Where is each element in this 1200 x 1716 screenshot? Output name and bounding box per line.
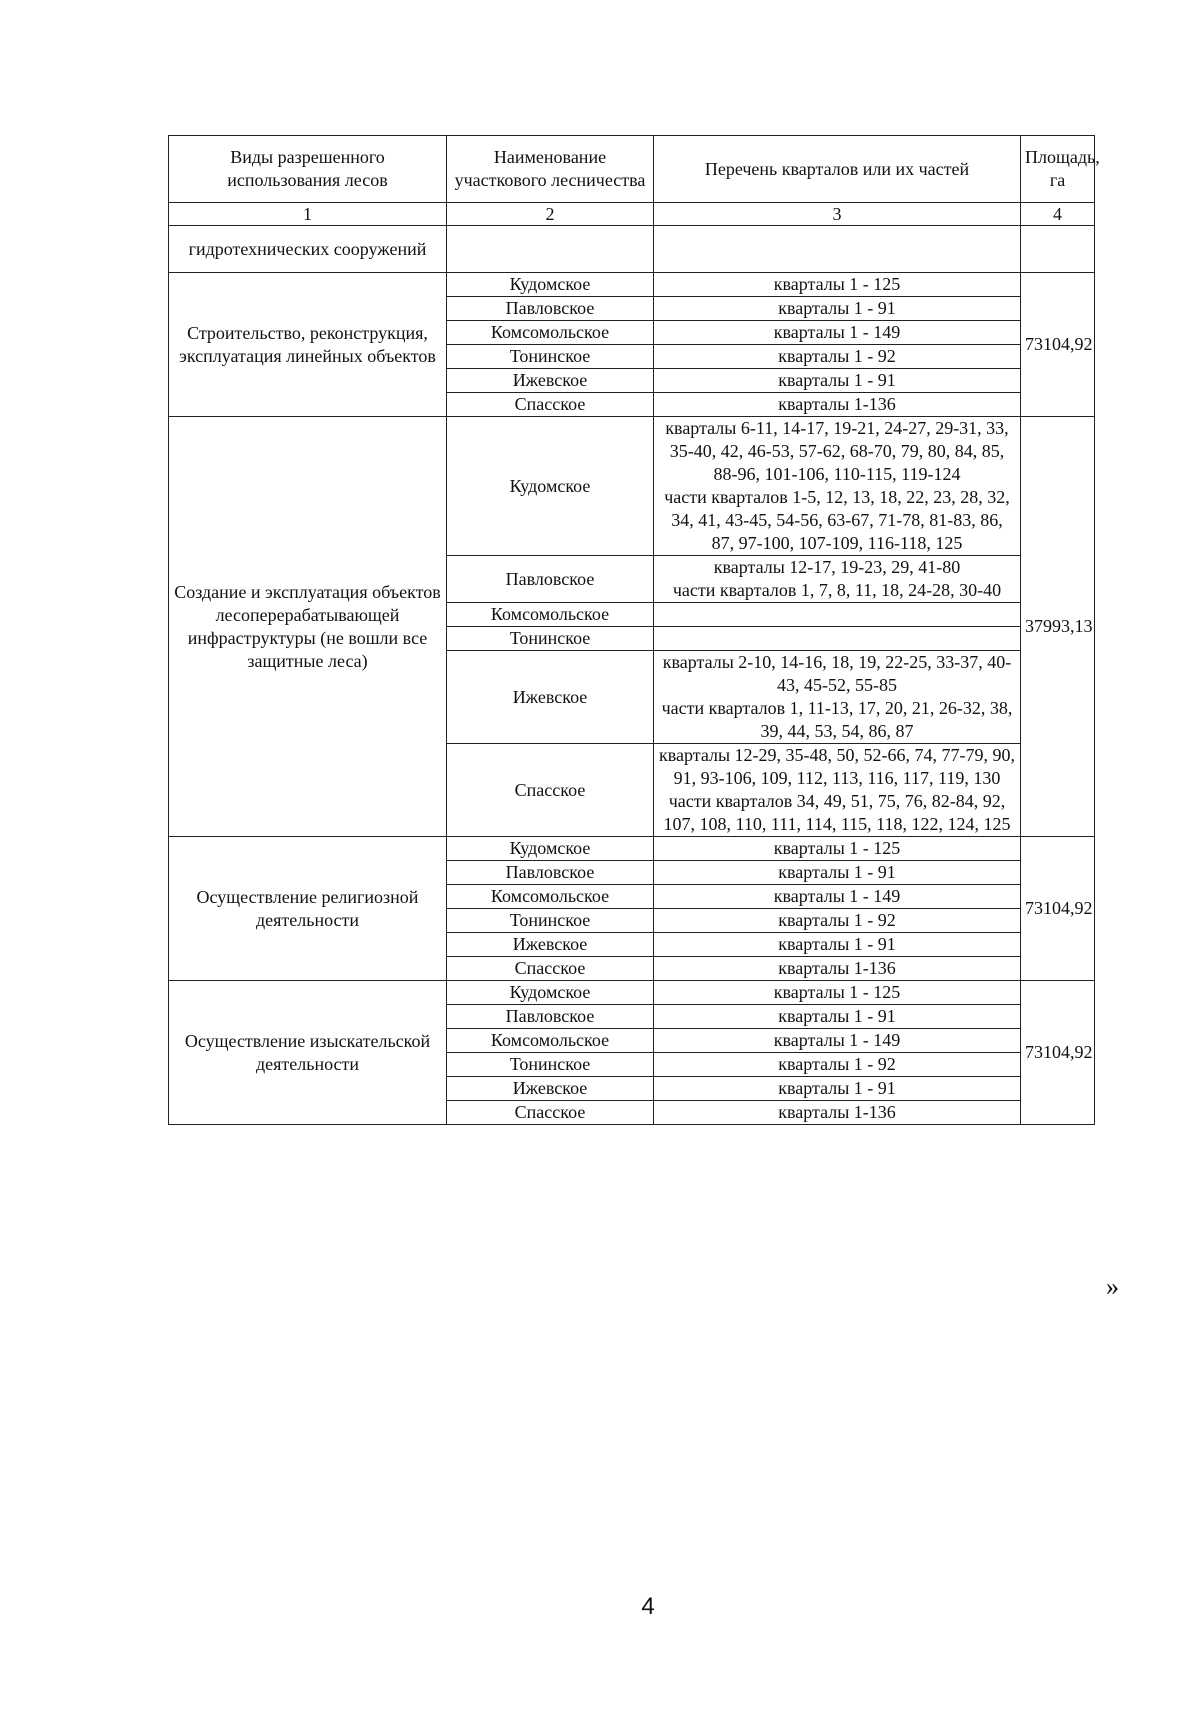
quarters-cell (654, 957, 1021, 981)
quarters-cell (654, 1053, 1021, 1077)
quarters-cell (654, 297, 1021, 321)
forestry-cell: Кудомское (447, 417, 654, 556)
forestry-cell: Павловское (447, 1005, 654, 1029)
quarters-cell (654, 981, 1021, 1005)
quarters-cell (654, 1005, 1021, 1029)
quarters-text: кварталы 1 - 91 (778, 934, 896, 954)
page-number: 4 (641, 1593, 655, 1620)
quarters-cell (654, 345, 1021, 369)
header-quarters: Перечень кварталов или их частей (654, 136, 1021, 203)
forestry-cell: Тонинское (447, 909, 654, 933)
quarters-text: кварталы 2-10, 14-16, 18, 19, 22-25, 33-37, 40-43, 45-52, 55-85 части кварталов 1, 11-13, 17, 20, 21, 26-32, 38, 39, 44, 53, 54, 86, 87 (661, 652, 1013, 741)
quarters-text: кварталы 1 - 91 (778, 1078, 896, 1098)
quarters-text: кварталы 1 - 125 (773, 982, 901, 1002)
table-row (169, 273, 1095, 297)
forestry-cell: Тонинское (447, 345, 654, 369)
forestry-cell: Кудомское (447, 981, 654, 1005)
quarters-cell (654, 885, 1021, 909)
quarters-text: кварталы 1 - 149 (773, 322, 901, 342)
forestry-cell: Спасское (447, 393, 654, 417)
quarters-text: кварталы 1 - 91 (778, 370, 896, 390)
continuation-use-cell: гидротехнических сооружений (169, 226, 447, 273)
continuation-quarters-cell (654, 226, 1021, 273)
quarters-cell (654, 651, 1021, 744)
area-cell: 73104,92 (1021, 273, 1095, 417)
column-number-row (169, 203, 1095, 226)
column-number-3: 3 (654, 203, 1021, 226)
column-number-1: 1 (169, 203, 447, 226)
quarters-cell (654, 837, 1021, 861)
quarters-text: кварталы 1 - 149 (773, 1030, 901, 1050)
forestry-cell: Комсомольское (447, 885, 654, 909)
use-type-cell: Строительство, реконструкция, эксплуатация линейных объектов (169, 273, 447, 417)
area-cell: 37993,13 (1021, 417, 1095, 837)
quarters-cell (654, 273, 1021, 297)
continuation-forestry-cell (447, 226, 654, 273)
quarters-cell (654, 321, 1021, 345)
forestry-cell: Ижевское (447, 1077, 654, 1101)
forest-use-table (168, 135, 1100, 1125)
area-cell: 73104,92 (1021, 981, 1095, 1125)
header-row (169, 136, 1095, 203)
quarters-text: кварталы 12-29, 35-48, 50, 52-66, 74, 77-79, 90, 91, 93-106, 109, 112, 113, 116, 117, 119, 130 части кварталов 34, 49, 51, 75, 76, 82-84, 92, 107, 108, 110, 111, 114, 115, 118, 122, 124, 125 (658, 745, 1016, 834)
quarters-cell (654, 1101, 1021, 1125)
quarters-cell (654, 393, 1021, 417)
table-row (169, 837, 1095, 861)
header-forestry: Наименование участкового лесничества (447, 136, 654, 203)
quarters-text: кварталы 1 - 91 (778, 1006, 896, 1026)
forestry-cell: Кудомское (447, 837, 654, 861)
quarters-cell (654, 744, 1021, 837)
quarters-text: кварталы 1 - 91 (778, 862, 896, 882)
header-area: Площадь, га (1021, 136, 1095, 203)
forestry-cell: Комсомольское (447, 321, 654, 345)
use-type-cell: Создание и эксплуатация объектов лесоперерабатывающей инфраструктуры (не вошли все защитные леса) (169, 417, 447, 837)
quarters-cell (654, 556, 1021, 603)
continuation-row (169, 226, 1095, 273)
forestry-cell: Ижевское (447, 369, 654, 393)
quarters-cell (654, 627, 1021, 651)
forestry-cell: Комсомольское (447, 1029, 654, 1053)
table-row (169, 981, 1095, 1005)
forestry-cell: Павловское (447, 861, 654, 885)
quarters-cell (654, 417, 1021, 556)
quarters-cell (654, 933, 1021, 957)
quarters-text: кварталы 6-11, 14-17, 19-21, 24-27, 29-31, 33, 35-40, 42, 46-53, 57-62, 68-70, 79, 80, 84, 85, 88-96, 101-106, 110-115, 119-124 части кварталов 1-5, 12, 13, 18, 22, 23, 28, 32, 34, 41, 43-45, 54-56, 63-67, 71-78, 81-83, 86, 87, 97-100, 107-109, 116-118, 125 (664, 418, 1010, 553)
quarters-text: кварталы 1-136 (778, 958, 896, 978)
forestry-cell: Ижевское (447, 651, 654, 744)
forestry-cell: Павловское (447, 556, 654, 603)
header-use-type: Виды разрешенного использования лесов (169, 136, 447, 203)
quarters-text: кварталы 1-136 (778, 1102, 896, 1122)
forestry-cell: Ижевское (447, 933, 654, 957)
quarters-text: кварталы 1 - 92 (778, 346, 896, 366)
quarters-cell (654, 1029, 1021, 1053)
forestry-cell: Спасское (447, 744, 654, 837)
forestry-cell: Спасское (447, 957, 654, 981)
quarters-cell (654, 603, 1021, 627)
forestry-cell: Комсомольское (447, 603, 654, 627)
quarters-text: кварталы 1-136 (778, 394, 896, 414)
quarters-cell (654, 1077, 1021, 1101)
quarters-text: кварталы 1 - 125 (773, 274, 901, 294)
continuation-area-cell (1021, 226, 1095, 273)
quarters-text: кварталы 1 - 125 (773, 838, 901, 858)
closing-quote: » (1106, 1272, 1119, 1301)
use-type-cell: Осуществление религиозной деятельности (169, 837, 447, 981)
use-type-cell: Осуществление изыскательской деятельности (169, 981, 447, 1125)
quarters-text: кварталы 1 - 92 (778, 1054, 896, 1074)
column-number-2: 2 (447, 203, 654, 226)
quarters-text: кварталы 1 - 149 (773, 886, 901, 906)
quarters-cell (654, 861, 1021, 885)
forestry-cell: Спасское (447, 1101, 654, 1125)
forestry-cell: Тонинское (447, 1053, 654, 1077)
column-number-4: 4 (1021, 203, 1095, 226)
quarters-text: кварталы 1 - 91 (778, 298, 896, 318)
forestry-cell: Павловское (447, 297, 654, 321)
area-cell: 73104,92 (1021, 837, 1095, 981)
quarters-text: кварталы 12-17, 19-23, 29, 41-80 части кварталов 1, 7, 8, 11, 18, 24-28, 30-40 (672, 557, 1002, 600)
quarters-cell (654, 369, 1021, 393)
table-row (169, 417, 1095, 556)
forestry-cell: Тонинское (447, 627, 654, 651)
quarters-text: кварталы 1 - 92 (778, 910, 896, 930)
forestry-cell: Кудомское (447, 273, 654, 297)
quarters-cell (654, 909, 1021, 933)
